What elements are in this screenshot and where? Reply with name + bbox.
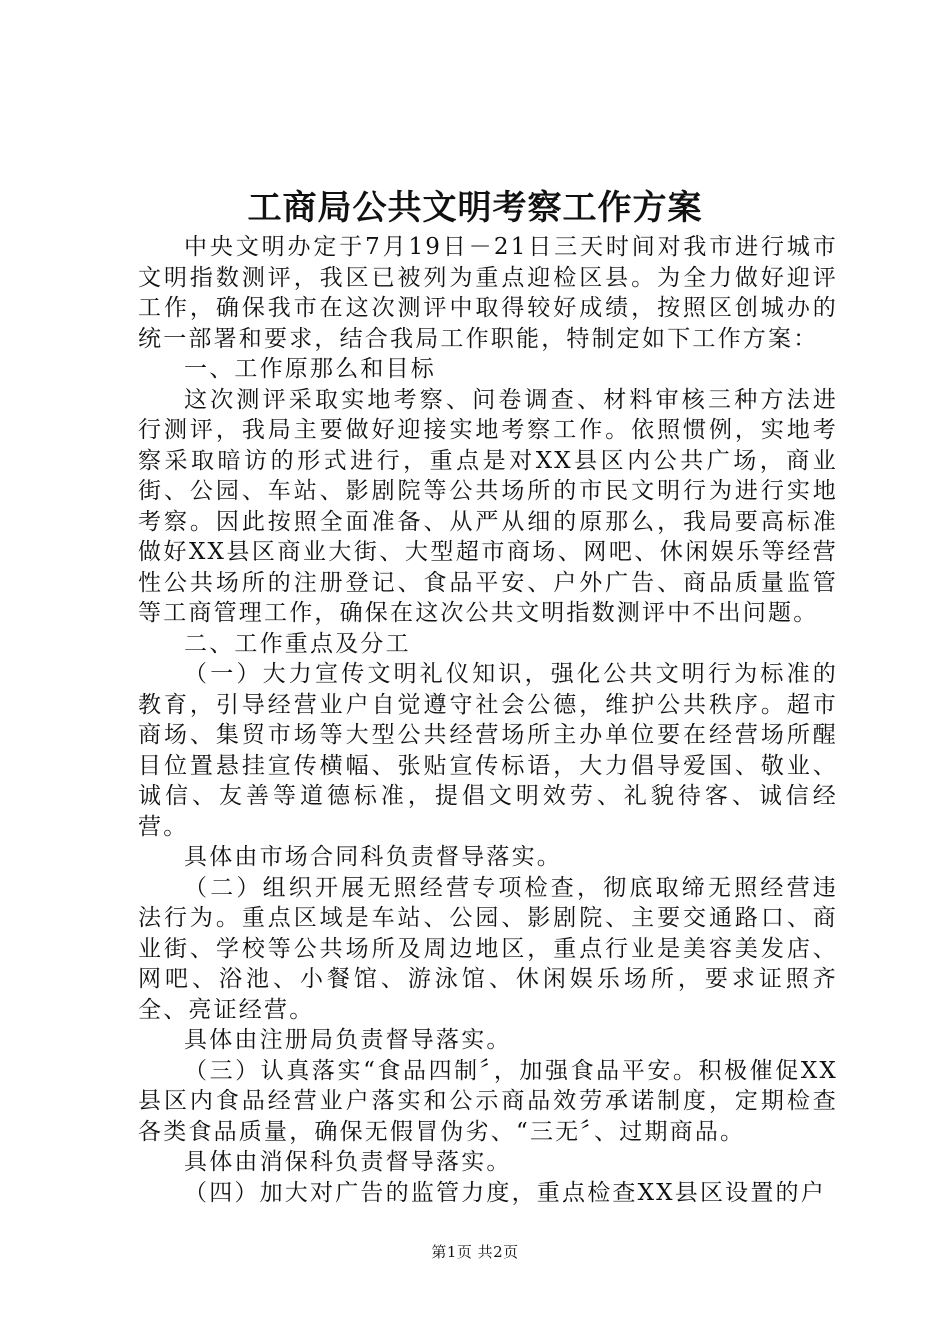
section-heading-1: 一、工作原那么和目标 xyxy=(184,356,436,382)
paragraph-item-1: （一）大力宣传文明礼仪知识，强化公共文明行为标准的教育，引导经营业户自觉遵守社会公德，维护公共秩序。超市商场、集贸市场等大型公共经营场所主办单位要在经营场所醒目位置悬挂宣传横幅、张贴宣传标语，大力倡导爱国、敬业、诚信、友善等道德标准，提倡文明效劳、礼貌待客、诚信经营。 xyxy=(138,661,838,840)
paragraph-responsible-3: 具体由消保科负责督导落实。 xyxy=(184,1149,512,1175)
paragraph-intro: 中央文明办定于7月19日－21日三天时间对我市进行城市文明指数测评，我区已被列为重点迎检区县。为全力做好迎评工作，确保我市在这次测评中取得较好成绩，按照区创城办的统一部署和要求，结合我局工作职能，特制定如下工作方案： xyxy=(138,234,838,352)
paragraph-item-2: （二）组织开展无照经营专项检查，彻底取缔无照经营违法行为。重点区域是车站、公园、影剧院、主要交通路口、商业街、学校等公共场所及周边地区，重点行业是美容美发店、网吧、浴池、小餐馆、游泳馆、休闲娱乐场所，要求证照齐全、亮证经营。 xyxy=(138,874,838,1023)
paragraph-responsible-1: 具体由市场合同科负责督导落实。 xyxy=(184,844,562,870)
document-body xyxy=(138,232,838,1208)
paragraph-section-1: 这次测评采取实地考察、问卷调查、材料审核三种方法进行测评，我局主要做好迎接实地考察工作。依照惯例，实地考察采取暗访的形式进行，重点是对XX县区内公共广场，商业街、公园、车站、影剧院等公共场所的市民文明行为进行实地考察。因此按照全面准备、从严从细的原那么，我局要高标准做好XX县区商业大街、大型超市商场、网吧、休闲娱乐等经营性公共场所的注册登记、食品平安、户外广告、商品质量监管等工商管理工作，确保在这次公共文明指数测评中不出问题。 xyxy=(138,386,838,626)
paragraph-responsible-2: 具体由注册局负责督导落实。 xyxy=(184,1027,512,1053)
document-title: 工商局公共文明考察工作方案 xyxy=(247,188,703,228)
paragraph-item-4: （四）加大对广告的监管力度，重点检查XX县区设置的户 xyxy=(184,1179,826,1206)
paragraph-item-3: （三）认真落实“食品四制〞，加强食品平安。积极催促XX县区内食品经营业户落实和公示商品效劳承诺制度，定期检查各类食品质量，确保无假冒伪劣、“三无〞、过期商品。 xyxy=(138,1057,838,1145)
page-footer: 第1页 共2页 xyxy=(431,1243,519,1261)
section-heading-2: 二、工作重点及分工 xyxy=(184,630,411,657)
